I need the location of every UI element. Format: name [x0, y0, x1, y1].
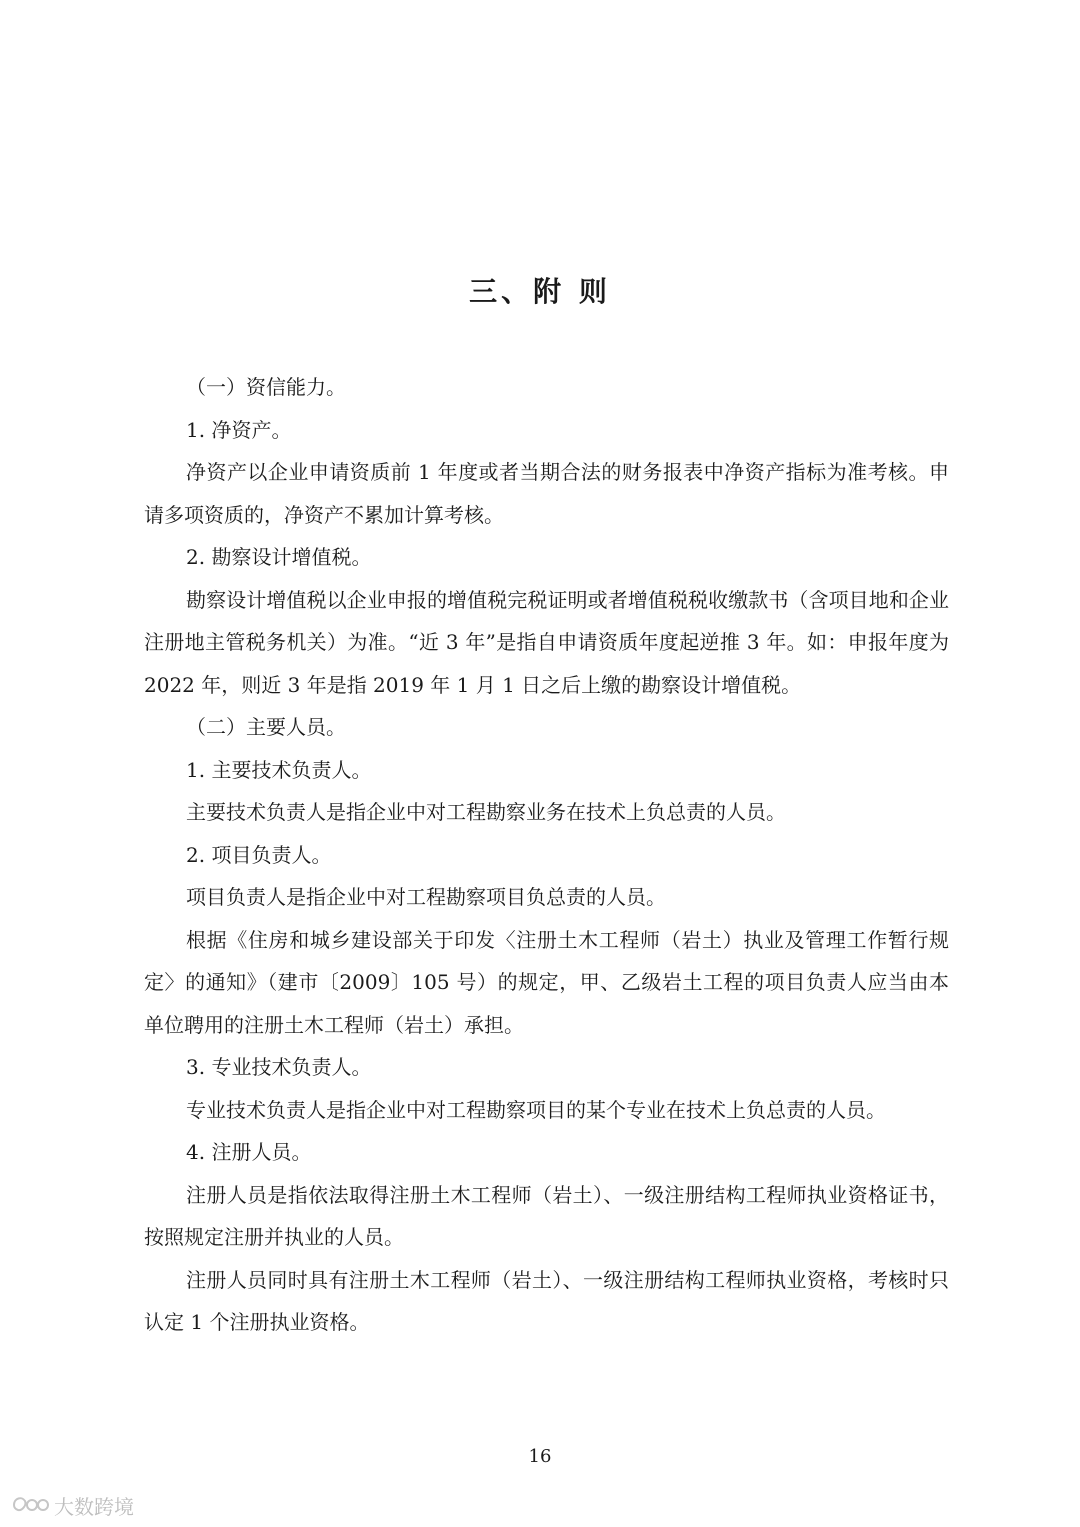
paragraph: 1. 主要技术负责人。 — [186, 757, 372, 782]
paragraph: 2. 项目负责人。 — [186, 842, 332, 867]
watermark — [10, 1490, 134, 1520]
paragraph: 注册人员同时具有注册土木工程师（岩土）、一级注册结构工程师执业资格，考核时只认定 1 个注册执业资格。 — [144, 1267, 949, 1334]
paragraph: （二）主要人员。 — [186, 715, 346, 739]
paragraph: 4. 注册人员。 — [186, 1140, 312, 1164]
page-number: 16 — [528, 1446, 552, 1467]
watermark-text: 大数跨境 — [54, 1494, 134, 1519]
paragraph: 3. 专业技术负责人。 — [186, 1055, 372, 1079]
paragraph: 专业技术负责人是指企业中对工程勘察项目的某个专业在技术上负总责的人员。 — [186, 1097, 886, 1122]
paragraph: 净资产以企业申请资质前 1 年度或者当期合法的财务报表中净资产指标为准考核。申请多项资质的，净资产不累加计算考核。 — [144, 460, 949, 527]
paragraph: 注册人员是指依法取得注册土木工程师（岩土）、一级注册结构工程师执业资格证书，按照规定注册并执业的人员。 — [144, 1182, 949, 1249]
paragraph: （一）资信能力。 — [186, 375, 346, 399]
section-title: 三、附 则 — [469, 275, 611, 308]
paragraph: 主要技术负责人是指企业中对工程勘察业务在技术上负总责的人员。 — [186, 800, 786, 824]
paragraph: 2. 勘察设计增值税。 — [186, 545, 372, 569]
paragraph: 根据《住房和城乡建设部关于印发〈注册土木工程师（岩土）执业及管理工作暂行规定〉的通知》（建市〔2009〕105 号）的规定，甲、乙级岩土工程的项目负责人应当由本单位聘用的注册土木工程师（岩土）承担。 — [144, 927, 949, 1037]
paragraph: 勘察设计增值税以企业申报的增值税完税证明或者增值税税收缴款书（含项目地和企业注册地主管税务机关）为准。“近 3 年”是指自申请资质年度起逆推 3 年。如：申报年度为 2022 年，则近 3 年是指 2019 年 1 月 1 日之后上缴的勘察设计增值税。 — [144, 587, 949, 697]
paragraph: 项目负责人是指企业中对工程勘察项目负总责的人员。 — [186, 885, 666, 909]
body-text — [144, 366, 949, 1344]
paragraph: 1. 净资产。 — [186, 417, 292, 442]
watermark-logo-icon — [10, 1493, 50, 1517]
